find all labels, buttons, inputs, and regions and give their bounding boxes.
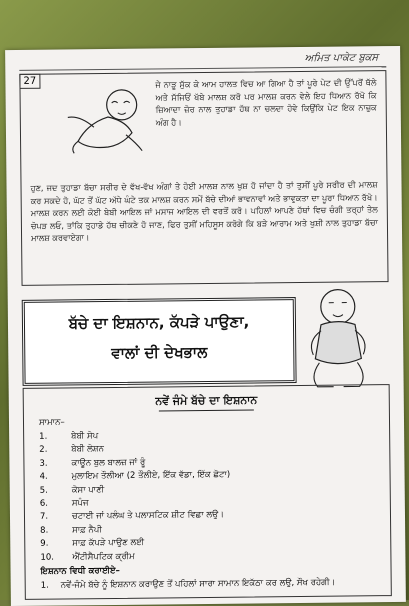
- supplies-label: ਸਾਮਾਨ–: [38, 417, 65, 428]
- baby-lying-illustration: [63, 87, 154, 158]
- running-header: ਅਮਿਤ ਪਾਕੇਟ ਬੁਕਸ: [304, 52, 379, 64]
- book-page: [5, 46, 406, 606]
- list-item: 3. ਕਾਊਨ ਬੁਲ ਬਾਲਜ਼ ਜਾਂ ਰੂੰ: [39, 457, 146, 469]
- list-item: 2. ਬੇਬੀ ਲੋਸ਼ਨ: [39, 444, 104, 456]
- main-paragraph: ਹੁਣ, ਜਦ ਤੁਹਾਡਾ ਬੱਚਾ ਸਰੀਰ ਦੇ ਵੱਖ-ਵੱਖ ਅੰਗਾਂ ਤੇ ਹੋਈ ਮਾਲਸ਼ ਨਾਲ ਖੁਸ਼ ਹੋ ਜਾਂਦਾ ਹੈ ਤਾਂ ਤੁਸੀਂ ਪੂਰੇ ਸਰੀਰ ਦੀ ਮਾਲਸ਼ ਕਰ ਸਕਦੇ ਹੋ, ਘੱਟ ਤੋਂ ਘੱਟ ਅੱਧੇ ਘੰਟੇ ਤਕ ਮਾਲਸ਼ ਕਰਨ ਸਮੇਂ ਬੱਚੇ ਦੀਆਂ ਭਾਵਨਾਵਾਂ ਅਤੇ ਭਾਵੁਕਤਾ ਦਾ ਪੂਰਾ ਧਿਆਨ ਰੱਖੋ। ਮਾਲਸ਼ ਕਰਨ ਲਈ ਕੋਈ ਬੇਬੀ ਆਇਲ ਜਾਂ ਮਸਾਜ ਆਇਲ ਦੀ ਵਰਤੋਂ ਕਰੋ। ਪਹਿਲਾਂ ਆਪਣੇ ਹੱਥਾਂ ਵਿਚ ਚੰਗੀ ਤਰ੍ਹਾਂ ਤੇਲ ਚੋਪੜ ਲਓ, ਤਾਂਕਿ ਤੁਹਾਡੇ ਹੱਥ ਚੀਕਣੇ ਹੋ ਜਾਣ, ਫਿਰ ਤੁਸੀਂ ਮਹਿਸੂਸ ਕਰੋਗੇ ਕਿ ਬੜੇ ਆਰਾਮ ਅਤੇ ਖੁਸ਼ੀ ਨਾਲ ਤੁਹਾਡਾ ਬੱਚਾ ਮਾਲਸ਼ ਕਰਵਾਏਗਾ।: [30, 179, 378, 244]
- method-label: ਇਸ਼ਨਾਨ ਵਿਧੀ ਕਰਾਈਏ–: [40, 565, 120, 577]
- supplies-list: [39, 429, 231, 565]
- list-item: 6. ਸਪੰਜ: [39, 498, 89, 509]
- list-item: 9. ਸਾਫ਼ ਕੱਪੜੇ ਪਾਉਣ ਲਈ: [40, 537, 145, 549]
- method-step: 1. ਨਵੇਂ-ਜੰਮੇ ਬੱਚੇ ਨੂੰ ਇਸ਼ਨਾਨ ਕਰਾਉਣ ਤੋਂ ਪਹਿਲਾਂ ਸਾਰਾ ਸਾਮਾਨ ਇਕੱਠਾ ਕਰ ਲਉ, ਸੌਖ ਰਹੇਗੀ।: [40, 577, 336, 591]
- sub-heading: ਨਵੇਂ ਜੰਮੇ ਬੱਚੇ ਦਾ ਇਸ਼ਨਾਨ: [155, 393, 258, 408]
- list-item: 1. ਬੇਬੀ ਸੋਪ: [39, 431, 99, 442]
- list-item: 10. ਐਂਟੀਸੈਪਟਿਕ ਕ੍ਰੀਮ: [40, 551, 135, 563]
- section-heading-banner: [22, 297, 297, 386]
- intro-paragraph: ਜੇ ਨਾੜੂ ਸੁੱਕ ਕੇ ਆਮ ਹਾਲਤ ਵਿਚ ਆ ਗਿਆ ਹੈ ਤਾਂ ਪੂਰੇ ਪੇਟ ਦੀ ਉੱਪਰੋਂ ਥੱਲੇ ਅਤੇ ਸੱਜਿਓਂ ਖੱਬੇ ਮਾਲਸ਼ ਕਰੋ ਪਰ ਮਾਲਸ਼ ਕਰਨ ਵੇਲੇ ਇਹ ਧਿਆਨ ਰੱਖੋ ਕਿ ਜ਼ਿਆਦਾ ਜ਼ੋਰ ਨਾਲ ਤੁਹਾਡਾ ਹੱਥ ਨਾ ਚਲਦਾ ਹੋਵੇ ਕਿਉਂਕਿ ਪੇਟ ਇਕ ਨਾਜ਼ੁਕ ਅੰਗ ਹੈ।: [155, 77, 377, 128]
- list-item: 8. ਸਾਫ਼ ਨੈਪੀ: [40, 524, 102, 536]
- section-heading-line2: ਵਾਲਾਂ ਦੀ ਦੇਖਭਾਲ: [111, 342, 208, 362]
- page-number: 27: [19, 74, 40, 89]
- section-heading-line1: ਬੱਚੇ ਦਾ ਇਸ਼ਨਾਨ, ਕੱਪੜੇ ਪਾਉਣਾ,: [68, 312, 250, 333]
- baby-sitting-illustration: [295, 282, 382, 391]
- list-item: 5. ਕੋਸਾ ਪਾਣੀ: [39, 484, 105, 496]
- list-item: 4. ਮੁਲਾਇਮ ਤੌਲੀਆ (2 ਤੌਲੀਏ, ਇੱਕ ਵੱਡਾ, ਇੱਕ ਛੋਟਾ): [39, 469, 231, 482]
- list-item: 7. ਚਟਾਈ ਜਾਂ ਪਲੰਘ ਤੇ ਪਲਾਸਟਿਕ ਸ਼ੀਟ ਵਿਛਾ ਲਉ।: [39, 510, 225, 523]
